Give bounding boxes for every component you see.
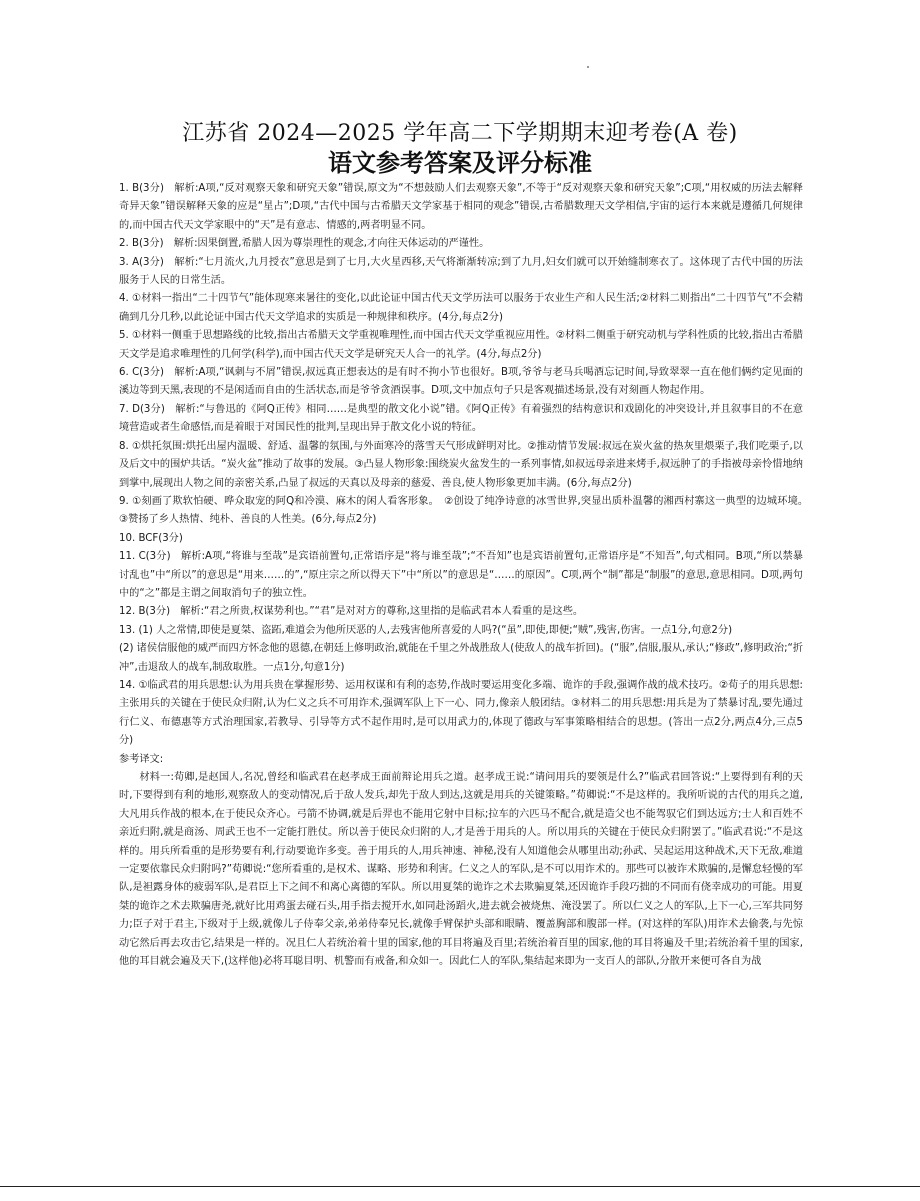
- scan-speck: [587, 66, 589, 68]
- answer-item-8: 8. ①烘托氛围:烘托出屋内温暖、舒适、温馨的氛围,与外面寒冷的落雪天气形成鲜明对比。②推动情节发展:叔远在炭火盆的热灰里煨栗子,我们吃栗子,以及后文中的围炉共话。“炭火盆”推动了故事的发展。③凸显人物形象:围绕炭火盆发生的一系列事情,如叔远母亲进来烤手,叔远肿了的手指被母亲怜惜地纳到掌中,展现出人物之间的亲密关系,凸显了叔远的天真以及母亲的慈爱、善良,使人物形象更加丰满。(6分,每点2分): [119, 440, 803, 489]
- answer-item-14: 14. ①临武君的用兵思想:认为用兵贵在掌握形势、运用权谋和有利的态势,作战时要运用变化多端、诡诈的手段,强调作战的战术技巧。②荀子的用兵思想:主张用兵的关键在于使民众归附,认为仁义之兵不可用诈术,强调军队上下一心、同力,像亲人般团结。③材料二的用兵思想:用兵是为了禁暴讨乱,要先通过行仁义、布德惠等方式治理国家,若教导、引导等方式不起作用时,是可以用武力的,体现了德政与军事策略相结合的思想。(答出一点2分,两点4分,三点5分): [119, 679, 803, 747]
- answer-item-10: 10. BCF(3分): [119, 532, 183, 544]
- answer-item-4: 4. ①材料一指出“二十四节气”能体现寒来暑往的变化,以此论证中国古代天文学历法可以服务于农业生产和人民生活;②材料二则指出“二十四节气”不会精确到几分几秒,以此论证中国古代天文学追求的实质是一种规律和秩序。(4分,每点2分): [119, 293, 803, 323]
- answer-item-13-1: 13. (1) 人之常情,即使是夏桀、盗跖,难道会为他所厌恶的人,去残害他所喜爱的人吗?(“虽”,即使,即便;“贼”,残害,伤害。一点1分,句意2分): [119, 624, 733, 636]
- answer-item-7: 7. D(3分) 解析:“与鲁迅的《阿Q正传》相同……是典型的散文化小说”错。《阿Q正传》有着强烈的结构意识和戏剧化的冲突设计,并且叙事目的不在意境营造或者生命感悟,而是着眼于对国民性的批判,呈现出异于散文化小说的特征。: [119, 403, 803, 434]
- answer-item-3: 3. A(3分) 解析:“七月流火,九月授衣”意思是到了七月,大火星西移,天气将渐渐转凉;到了九月,妇女们就可以开始缝制寒衣了。这体现了古代中国的历法服务于人民的日常生活。: [119, 256, 803, 287]
- answer-content: [119, 180, 814, 971]
- answer-item-9: 9. ①刻画了欺软怕硬、哗众取宠的阿Q和冷漠、麻木的闲人看客形象。 ②创设了纯净诗意的冰雪世界,突显出质朴温馨的湘西村寨这一典型的边城环境。 ③赞扬了乡人热情、纯朴、善良的人性美。(6分,每点2分): [119, 495, 814, 526]
- answer-item-5: 5. ①材料一侧重于思想路线的比较,指出古希腊天文学重视唯理性,而中国古代天文学重视应用性。②材料二侧重于研究动机与学科性质的比较,指出古希腊天文学是追求唯理性的几何学(科学),而中国古代天文学是研究天人合一的礼学。(4分,每点2分): [119, 330, 803, 360]
- answer-item-13-2: (2) 诸侯信服他的威严而四方怀念他的恩德,在朝廷上修明政治,就能在千里之外战胜敌人(使敌人的战车折回)。(“服”,信服,服从,承认;“修政”,修明政治;“折冲”,击退敌人的战车,制敌取胜。一点1分,句意1分): [119, 643, 803, 673]
- translation-paragraph: 材料一:荀卿,是赵国人,名况,曾经和临武君在赵孝成王面前辩论用兵之道。赵孝成王说:“请问用兵的要领是什么?”临武君回答说:“上要得到有利的天时,下要得到有利的地形,观察敌人的变动情况,后于敌人发兵,却先于敌人到达,这就是用兵的关键策略。”荀卿说:“不是这样的。我所听说的古代的用兵之道,大凡用兵作战的根本,在于使民众齐心。弓箭不协调,就是后羿也不能用它射中目标;拉车的六匹马不配合,就是造父也不能驾驭它们到达远方;士人和百姓不亲近归附,就是商汤、周武王也不一定能打胜仗。所以善于使民众归附的人,才是善于用兵的人。所以用兵的关键在于使民众归附罢了。”临武君说:“不是这样的。用兵所看重的是形势要有利,行动要诡诈多变。善于用兵的人,用兵神速、神秘,没有人知道他会从哪里出动;孙武、吴起运用这种战术,天下无敌,难道一定要依靠民众归附吗?”荀卿说:“您所看重的,是权术、谋略、形势和利害。仁义之人的军队,是不可以用诈术的。那些可以被诈术欺骗的,是懈怠轻慢的军队,是袒露身体的疲弱军队,是君臣上下之间不和离心离德的军队。所以用夏桀的诡诈之术去欺骗夏桀,还因诡诈手段巧拙的不同而有侥幸成功的可能。用夏桀的诡诈之术去欺骗唐尧,就好比用鸡蛋去碰石头,用手指去搅开水,如同赴汤蹈火,进去就会被烧焦、淹没罢了。所以仁义之人的军队,上下一心,三军共同努力;臣子对于君主,下级对于上级,就像儿子侍奉父亲,弟弟侍奉兄长,就像手臂保护头部和眼睛、覆盖胸部和腹部一样。(对这样的军队)用诈术去偷袭,与先惊动它然后再去攻击它,结果是一样的。况且仁人若统治着十里的国家,他的耳目将遍及百里;若统治着百里的国家,他的耳目将遍及千里;若统治着千里的国家,他的耳目就会遍及天下,(这样他)必将耳聪目明、机警而有戒备,和众如一。因此仁人的军队,集结起来即为一支百人的部队,分散开来便可各自为战: [119, 772, 803, 968]
- exam-title: 江苏省 2024—2025 学年高二下学期期末迎考卷(A 卷): [182, 121, 738, 146]
- answer-item-12: 12. B(3分) 解析:“君之所贵,权谋势利也。”“君”是对对方的尊称,这里指的是临武君本人看重的是这些。: [119, 606, 584, 618]
- answer-item-2: 2. B(3分) 解析:因果倒置,希腊人因为尊崇理性的观念,才向往天体运动的严谨性。: [119, 238, 490, 250]
- translation-heading: 参考译文:: [119, 753, 164, 765]
- page-bottom-rule: [0, 1186, 920, 1187]
- answer-item-1: 1. B(3分) 解析:A项,“反对观察天象和研究天象”错误,原文为“不想鼓励人们去观察天象”,不等于“反对观察天象和研究天象”;C项,“用权威的历法去解释奇异天象”错误解释天象的应是“星占”;D项,“古代中国与古希腊天文学家基于相同的观念”错误,古希腊数理天文学相信,宇宙的运行本来就是遵循几何规律的,而中国古代天文学家眼中的“天”是有意志、情感的,两者明显不同。: [119, 183, 803, 231]
- answer-key-title: 语文参考答案及评分标准: [328, 149, 592, 177]
- answer-item-6: 6. C(3分) 解析:A项,“讽刺与不屑”错误,叔远真正想表达的是有时不拘小节也很好。B项,爷爷与老马兵喝酒忘记时间,导致翠翠一直在他们俩约定见面的溪边等到天黑,表现的不是闲适而自由的生活状态,而是爷爷贪酒误事。D项,文中加点句子只是客观描述场景,没有对刻画人物起作用。: [119, 367, 803, 397]
- answer-item-11: 11. C(3分) 解析:A项,“将谁与至哉”是宾语前置句,正常语序是“将与谁至哉”;“不吾知”也是宾语前置句,正常语序是“不知吾”,句式相同。B项,“所以禁暴讨乱也”中“所以”的意思是“用来……的”,“原庄宗之所以得天下”中“所以”的意思是“……的原因”。C项,两个“制”都是“制服”的意思,意思相同。D项,两句中的“之”都是主谓之间取消句子的独立性。: [119, 551, 803, 599]
